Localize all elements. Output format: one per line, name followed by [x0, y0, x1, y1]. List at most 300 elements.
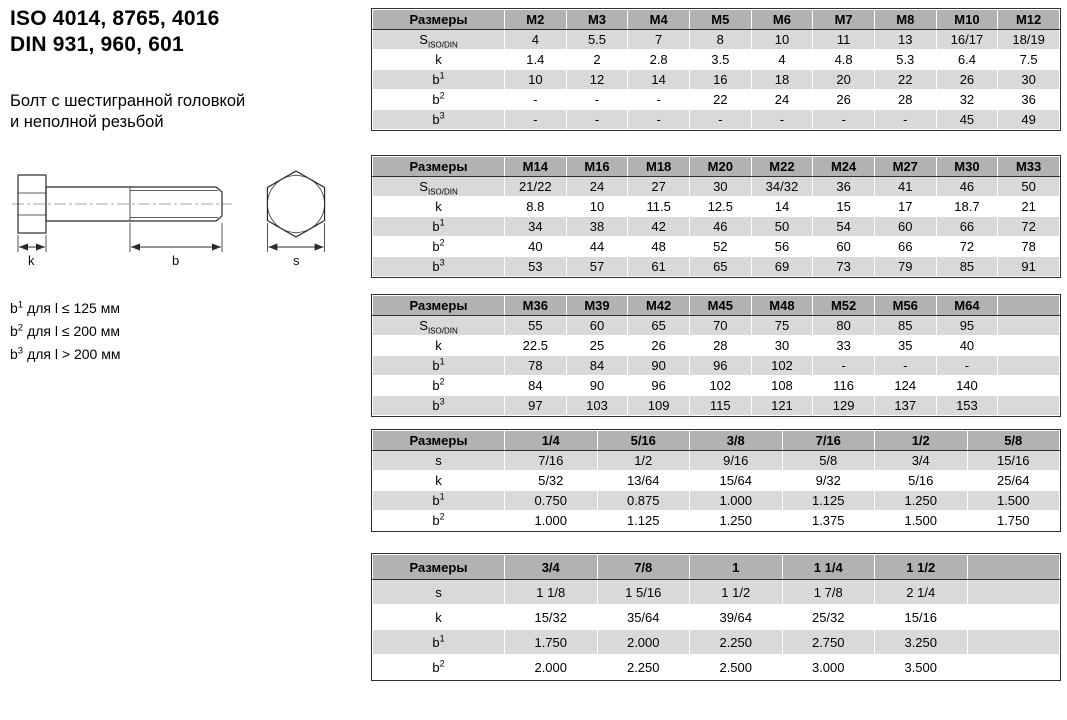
- table-header-row: [373, 555, 1060, 580]
- row-label: $b^1$: [373, 356, 505, 376]
- table-cell: 10: [505, 70, 567, 90]
- table-header-size-cell: M30: [936, 157, 998, 177]
- table-cell: -: [874, 356, 936, 376]
- table-cell: 1.375: [782, 511, 875, 531]
- row-label: $b^3$: [373, 257, 505, 277]
- standard-iso: ISO 4014, 8765, 4016: [10, 7, 220, 30]
- table-cell: 4: [751, 50, 813, 70]
- table-header-size-cell: M8: [874, 10, 936, 30]
- row-label: k: [373, 471, 505, 491]
- table-header-size-cell: 1/2: [875, 431, 968, 451]
- table-cell: 41: [874, 177, 936, 197]
- row-label: $S_{ISO/DIN}$: [373, 316, 505, 336]
- table-row: [373, 471, 1060, 491]
- table-header-size-cell: 5/16: [597, 431, 690, 451]
- table-cell: 90: [628, 356, 690, 376]
- table-header-size-cell: M33: [998, 157, 1060, 177]
- table-cell: 84: [566, 356, 628, 376]
- table-cell: 14: [751, 197, 813, 217]
- table-cell: 78: [505, 356, 567, 376]
- table-cell: 90: [566, 376, 628, 396]
- table-header-size-cell: M45: [689, 296, 751, 316]
- table-inch-1: [372, 430, 1060, 531]
- table-header-size-cell: 1 1/2: [875, 555, 968, 580]
- table-cell: 72: [998, 217, 1060, 237]
- table-header-size-cell: M36: [505, 296, 567, 316]
- table-row: [373, 376, 1060, 396]
- table-cell: 137: [874, 396, 936, 416]
- table-cell: 6.4: [936, 50, 998, 70]
- table-cell: 42: [628, 217, 690, 237]
- table-row: [373, 491, 1060, 511]
- table-cell: 16: [689, 70, 751, 90]
- table-header-row: [373, 10, 1060, 30]
- table-cell: 1 1/8: [505, 580, 598, 605]
- table-cell: 0.750: [505, 491, 598, 511]
- table-cell: 91: [998, 257, 1060, 277]
- table-row: [373, 217, 1060, 237]
- row-label: $b^2$: [373, 376, 505, 396]
- table-row: [373, 580, 1060, 605]
- table-cell: 60: [566, 316, 628, 336]
- table-cell: 3.250: [875, 630, 968, 655]
- table-cell: 2 1/4: [875, 580, 968, 605]
- page-title: [10, 6, 366, 59]
- table-header-size-cell: M20: [689, 157, 751, 177]
- table-cell: 1.500: [967, 491, 1060, 511]
- table-cell: 22: [874, 70, 936, 90]
- row-label: $S_{ISO/DIN}$: [373, 177, 505, 197]
- table-header-size-cell: M14: [505, 157, 567, 177]
- table-cell: 70: [689, 316, 751, 336]
- table-cell: 95: [936, 316, 998, 336]
- table-cell: 1 1/2: [690, 580, 783, 605]
- table-cell: [998, 336, 1060, 356]
- table-cell: -: [751, 110, 813, 130]
- table-cell: 1.000: [505, 511, 598, 531]
- row-label: $b^2$: [373, 655, 505, 680]
- table-cell: 9/32: [782, 471, 875, 491]
- table-row: [373, 177, 1060, 197]
- table-cell: 96: [628, 376, 690, 396]
- table-cell: 35/64: [597, 605, 690, 630]
- table-cell: 36: [998, 90, 1060, 110]
- table-cell: 5.5: [566, 30, 628, 50]
- table-cell: 25/64: [967, 471, 1060, 491]
- table-cell: 2.000: [505, 655, 598, 680]
- table-header-size-cell: M4: [628, 10, 690, 30]
- table-cell: 12.5: [689, 197, 751, 217]
- table-cell: 21/22: [505, 177, 567, 197]
- table-cell: 26: [936, 70, 998, 90]
- table-row: [373, 511, 1060, 531]
- table-cell: -: [936, 356, 998, 376]
- table-cell: 15/32: [505, 605, 598, 630]
- table-cell: 3/4: [875, 451, 968, 471]
- table-cell: -: [566, 90, 628, 110]
- table-cell: 153: [936, 396, 998, 416]
- table-cell: 3.500: [875, 655, 968, 680]
- table-cell: 35: [874, 336, 936, 356]
- table-cell: [998, 376, 1060, 396]
- table-cell: 30: [998, 70, 1060, 90]
- table-cell: 5/16: [875, 471, 968, 491]
- table-cell: 18/19: [998, 30, 1060, 50]
- footnote-b3: $b^3$ для l > 200 мм: [10, 345, 121, 362]
- table-row: [373, 90, 1060, 110]
- table-cell: 103: [566, 396, 628, 416]
- table-cell: 55: [505, 316, 567, 336]
- table-cell: 25/32: [782, 605, 875, 630]
- table-header-label: Размеры: [373, 296, 505, 316]
- row-label: $S_{ISO/DIN}$: [373, 30, 505, 50]
- row-label: $b^2$: [373, 237, 505, 257]
- table-cell: 116: [813, 376, 875, 396]
- table-cell: 115: [689, 396, 751, 416]
- table-cell: 21: [998, 197, 1060, 217]
- table-cell: 96: [689, 356, 751, 376]
- dimension-table-inch-2: [371, 553, 1061, 681]
- table-cell: 57: [566, 257, 628, 277]
- dimension-label-b: b: [172, 253, 180, 269]
- table-cell: 50: [998, 177, 1060, 197]
- table-header-size-cell: M10: [936, 10, 998, 30]
- table-header-size-cell: 3/4: [505, 555, 598, 580]
- table-row: [373, 197, 1060, 217]
- table-header-size-cell: M52: [813, 296, 875, 316]
- table-cell: 50: [751, 217, 813, 237]
- table-cell: 13: [874, 30, 936, 50]
- table-cell: 46: [936, 177, 998, 197]
- table-cell: 1.500: [875, 511, 968, 531]
- table-cell: 46: [689, 217, 751, 237]
- table-cell: 78: [998, 237, 1060, 257]
- table-cell: 48: [628, 237, 690, 257]
- table-row: [373, 396, 1060, 416]
- table-cell: 16/17: [936, 30, 998, 50]
- table-inch-2: [372, 554, 1060, 680]
- table-cell: 13/64: [597, 471, 690, 491]
- table-cell: 15/64: [690, 471, 783, 491]
- row-label: $b^3$: [373, 110, 505, 130]
- table-cell: 140: [936, 376, 998, 396]
- table-cell: 8.8: [505, 197, 567, 217]
- table-cell: 73: [813, 257, 875, 277]
- table-cell: 121: [751, 396, 813, 416]
- table-row: [373, 237, 1060, 257]
- table-header-size-cell: 3/8: [690, 431, 783, 451]
- table-cell: 7/16: [505, 451, 598, 471]
- table-header-size-cell: M5: [689, 10, 751, 30]
- bolt-drawing: [10, 159, 350, 281]
- bolt-hex-view: [267, 171, 324, 268]
- table-cell: 4.8: [813, 50, 875, 70]
- table-row: [373, 605, 1060, 630]
- table-row: [373, 451, 1060, 471]
- table-cell: 56: [751, 237, 813, 257]
- table-cell: 22.5: [505, 336, 567, 356]
- table-cell: [998, 396, 1060, 416]
- table-cell: 30: [751, 336, 813, 356]
- table-metric-2: [372, 156, 1060, 277]
- row-label: $b^1$: [373, 491, 505, 511]
- table-cell: 1 5/16: [597, 580, 690, 605]
- table-header-size-cell: 7/16: [782, 431, 875, 451]
- table-cell: 24: [751, 90, 813, 110]
- table-cell: 3.5: [689, 50, 751, 70]
- table-cell: 65: [628, 316, 690, 336]
- table-cell: 15: [813, 197, 875, 217]
- table-cell: 17: [874, 197, 936, 217]
- row-label: k: [373, 336, 505, 356]
- dimension-label-k: k: [28, 253, 35, 269]
- table-cell: 97: [505, 396, 567, 416]
- table-header-size-cell: [998, 296, 1060, 316]
- row-label: $b^1$: [373, 70, 505, 90]
- table-cell: [967, 655, 1060, 680]
- table-metric-1: [372, 9, 1060, 130]
- table-cell: 25: [566, 336, 628, 356]
- table-cell: 8: [689, 30, 751, 50]
- table-cell: 1/2: [597, 451, 690, 471]
- table-cell: [998, 356, 1060, 376]
- table-cell: 1.000: [690, 491, 783, 511]
- dimension-table-m14-m33: [371, 155, 1061, 278]
- table-cell: 2.250: [690, 630, 783, 655]
- table-cell: 5/8: [782, 451, 875, 471]
- table-header-size-cell: M56: [874, 296, 936, 316]
- table-cell: 39/64: [690, 605, 783, 630]
- table-header-size-cell: M7: [813, 10, 875, 30]
- table-cell: 7: [628, 30, 690, 50]
- table-cell: -: [505, 110, 567, 130]
- table-header-label: Размеры: [373, 10, 505, 30]
- table-cell: 11.5: [628, 197, 690, 217]
- table-cell: 72: [936, 237, 998, 257]
- table-cell: 10: [566, 197, 628, 217]
- table-cell: 80: [813, 316, 875, 336]
- table-cell: [967, 580, 1060, 605]
- table-header-size-cell: M22: [751, 157, 813, 177]
- table-cell: 32: [936, 90, 998, 110]
- table-cell: 18.7: [936, 197, 998, 217]
- table-header-size-cell: M42: [628, 296, 690, 316]
- table-header-label: Размеры: [373, 431, 505, 451]
- table-cell: 2.750: [782, 630, 875, 655]
- table-cell: 66: [874, 237, 936, 257]
- table-cell: 102: [751, 356, 813, 376]
- table-cell: 0.875: [597, 491, 690, 511]
- dimension-table-inch-1: [371, 429, 1061, 532]
- table-cell: -: [874, 110, 936, 130]
- table-cell: 22: [689, 90, 751, 110]
- table-cell: -: [813, 356, 875, 376]
- table-cell: 75: [751, 316, 813, 336]
- table-row: [373, 630, 1060, 655]
- table-cell: 65: [689, 257, 751, 277]
- table-cell: 2: [566, 50, 628, 70]
- table-cell: 2.8: [628, 50, 690, 70]
- table-cell: 84: [505, 376, 567, 396]
- table-header-size-cell: M39: [566, 296, 628, 316]
- table-cell: [998, 316, 1060, 336]
- table-header-row: [373, 431, 1060, 451]
- table-cell: 26: [813, 90, 875, 110]
- footnote-b1: $b^1$ для l ≤ 125 мм: [10, 299, 120, 317]
- table-cell: 4: [505, 30, 567, 50]
- dimension-table-m36-m64: [371, 294, 1061, 417]
- table-cell: 36: [813, 177, 875, 197]
- table-header-row: [373, 296, 1060, 316]
- table-header-label: Размеры: [373, 555, 505, 580]
- table-row: [373, 336, 1060, 356]
- table-cell: 33: [813, 336, 875, 356]
- table-header-size-cell: M48: [751, 296, 813, 316]
- part-description: Болт с шестигранной головкой и неполной резьбой: [10, 91, 246, 131]
- row-label: $b^2$: [373, 511, 505, 531]
- table-row: [373, 257, 1060, 277]
- dimension-label-s: s: [293, 253, 300, 269]
- table-cell: -: [628, 110, 690, 130]
- dimension-table-m2-m12: [371, 8, 1061, 131]
- table-row: [373, 70, 1060, 90]
- table-cell: 1.4: [505, 50, 567, 70]
- table-cell: 20: [813, 70, 875, 90]
- row-label: $b^3$: [373, 396, 505, 416]
- row-label: k: [373, 605, 505, 630]
- table-cell: 27: [628, 177, 690, 197]
- left-panel: [10, 6, 366, 365]
- table-cell: 49: [998, 110, 1060, 130]
- table-header-size-cell: M16: [566, 157, 628, 177]
- table-cell: 53: [505, 257, 567, 277]
- table-cell: 60: [813, 237, 875, 257]
- table-cell: 54: [813, 217, 875, 237]
- table-cell: 34/32: [751, 177, 813, 197]
- table-header-size-cell: 1/4: [505, 431, 598, 451]
- table-cell: -: [628, 90, 690, 110]
- table-cell: 69: [751, 257, 813, 277]
- table-cell: 1.250: [875, 491, 968, 511]
- table-header-size-cell: M24: [813, 157, 875, 177]
- table-cell: 108: [751, 376, 813, 396]
- table-header-size-cell: 5/8: [967, 431, 1060, 451]
- table-header-size-cell: 7/8: [597, 555, 690, 580]
- table-cell: 11: [813, 30, 875, 50]
- table-cell: 2.250: [597, 655, 690, 680]
- table-cell: -: [505, 90, 567, 110]
- table-cell: 9/16: [690, 451, 783, 471]
- table-cell: 5/32: [505, 471, 598, 491]
- table-cell: 44: [566, 237, 628, 257]
- table-cell: 40: [936, 336, 998, 356]
- table-cell: 28: [689, 336, 751, 356]
- table-row: [373, 356, 1060, 376]
- table-header-size-cell: 1: [690, 555, 783, 580]
- table-cell: 60: [874, 217, 936, 237]
- table-header-size-cell: M6: [751, 10, 813, 30]
- footnotes: [10, 297, 366, 365]
- row-label: $b^1$: [373, 630, 505, 655]
- table-cell: 40: [505, 237, 567, 257]
- table-header-size-cell: M64: [936, 296, 998, 316]
- table-cell: 102: [689, 376, 751, 396]
- row-label: k: [373, 50, 505, 70]
- technical-drawing: [10, 159, 366, 281]
- table-cell: 14: [628, 70, 690, 90]
- bolt-side-view: [12, 175, 232, 268]
- table-cell: 1.125: [597, 511, 690, 531]
- table-cell: 3.000: [782, 655, 875, 680]
- table-cell: 1.125: [782, 491, 875, 511]
- table-header-row: [373, 157, 1060, 177]
- row-label: k: [373, 197, 505, 217]
- table-cell: 26: [628, 336, 690, 356]
- table-row: [373, 110, 1060, 130]
- table-row: [373, 30, 1060, 50]
- table-cell: 15/16: [967, 451, 1060, 471]
- table-cell: 66: [936, 217, 998, 237]
- table-header-size-cell: M2: [505, 10, 567, 30]
- table-cell: 79: [874, 257, 936, 277]
- row-label: $b^2$: [373, 90, 505, 110]
- table-header-size-cell: M12: [998, 10, 1060, 30]
- tables-column: [371, 0, 1061, 681]
- table-row: [373, 50, 1060, 70]
- table-cell: 38: [566, 217, 628, 237]
- table-cell: 1.250: [690, 511, 783, 531]
- table-header-size-cell: 1 1/4: [782, 555, 875, 580]
- table-cell: [967, 605, 1060, 630]
- table-cell: 12: [566, 70, 628, 90]
- table-cell: 15/16: [875, 605, 968, 630]
- table-cell: -: [689, 110, 751, 130]
- table-cell: 85: [936, 257, 998, 277]
- table-cell: 61: [628, 257, 690, 277]
- row-label: s: [373, 580, 505, 605]
- table-row: [373, 655, 1060, 680]
- table-cell: 129: [813, 396, 875, 416]
- table-row: [373, 316, 1060, 336]
- table-cell: 30: [689, 177, 751, 197]
- table-cell: 124: [874, 376, 936, 396]
- table-cell: 7.5: [998, 50, 1060, 70]
- table-cell: 34: [505, 217, 567, 237]
- table-header-label: Размеры: [373, 157, 505, 177]
- table-header-size-cell: [967, 555, 1060, 580]
- table-cell: 109: [628, 396, 690, 416]
- table-header-size-cell: M18: [628, 157, 690, 177]
- table-cell: 18: [751, 70, 813, 90]
- table-cell: 1 7/8: [782, 580, 875, 605]
- table-header-size-cell: M3: [566, 10, 628, 30]
- table-cell: -: [566, 110, 628, 130]
- table-cell: 10: [751, 30, 813, 50]
- table-cell: 28: [874, 90, 936, 110]
- table-metric-3: [372, 295, 1060, 416]
- table-cell: 85: [874, 316, 936, 336]
- table-cell: 24: [566, 177, 628, 197]
- table-header-size-cell: M27: [874, 157, 936, 177]
- standard-din: DIN 931, 960, 601: [10, 33, 184, 57]
- table-cell: -: [813, 110, 875, 130]
- table-cell: 1.750: [967, 511, 1060, 531]
- table-cell: 5.3: [874, 50, 936, 70]
- table-cell: 2.500: [690, 655, 783, 680]
- table-cell: 2.000: [597, 630, 690, 655]
- table-cell: 45: [936, 110, 998, 130]
- row-label: $b^1$: [373, 217, 505, 237]
